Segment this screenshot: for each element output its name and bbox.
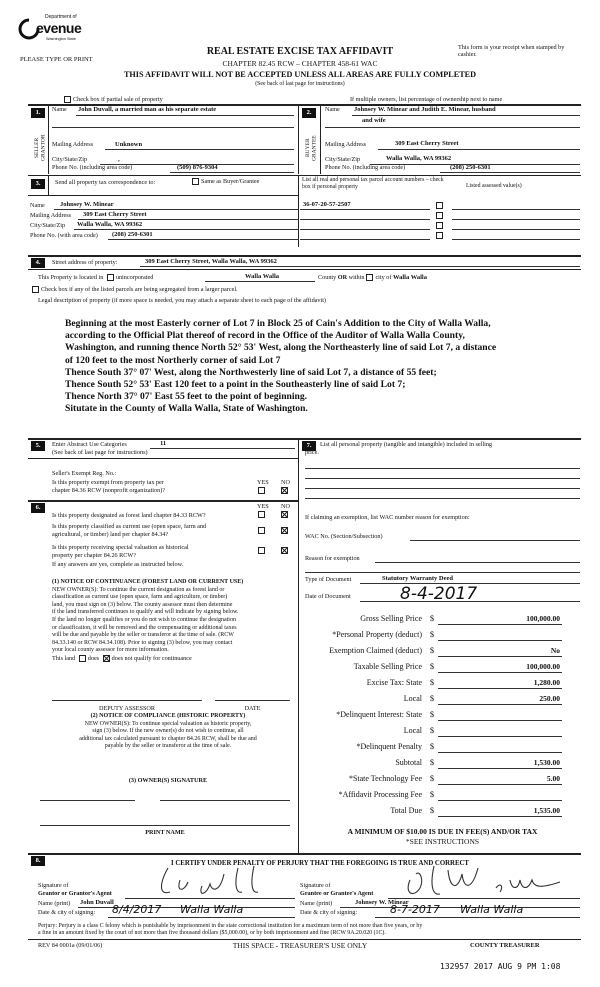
- notice1-line: or classification, it will be removed and the compensating or additional taxes: [52, 624, 237, 631]
- legal-line: Thence South 37° 07' West, along the Northwesterly line of said Lot 7, a distance of 55 feet;: [65, 366, 437, 378]
- amount-row: *Delinquent Penalty $: [300, 742, 590, 756]
- minimum-fee-note: A MINIMUM OF $10.00 IS DUE IN FEE(S) AND/OR TAX: [347, 827, 538, 836]
- seller-phone-label: Phone No. (including area code): [52, 164, 133, 171]
- seller-mailing: Unknown: [115, 141, 143, 148]
- section-7-number: 7.: [302, 441, 316, 451]
- notice1-line: classification as current use (open space, farm and agriculture, or timber): [52, 594, 228, 601]
- grantee-signature: [400, 860, 570, 904]
- parcel-personal-checkbox-2[interactable]: [436, 212, 443, 219]
- current-use-yes-checkbox[interactable]: [258, 527, 265, 534]
- notice1-line: land, you must sign on (3) below. The county assessor must then determine: [52, 601, 233, 608]
- current-use-no-checkbox[interactable]: [281, 527, 288, 534]
- does-label: does: [87, 655, 100, 662]
- seller-city: ,: [118, 156, 120, 163]
- section-3-number: 3.: [31, 179, 45, 189]
- amount-row: Local $: [300, 726, 590, 740]
- logo-line1: Department of: [45, 14, 77, 20]
- wac-claim-label: If claiming an exemption, list WAC number reason for exemption:: [305, 514, 470, 521]
- county-word: County: [318, 274, 337, 281]
- exempt-q1: Is this property exempt from property tax per: [52, 479, 164, 486]
- continuance-row: [52, 655, 192, 662]
- within-word: within: [348, 274, 365, 281]
- same-as-buyer-checkbox[interactable]: [192, 178, 199, 185]
- notice1-line: If the land no longer qualifies or you do not wish to continue the designation: [52, 617, 236, 624]
- grantor-sig-label-1: Signature of: [38, 882, 69, 889]
- grantor-signing-city: Walla Walla: [180, 903, 244, 916]
- does-not-label: does not qualify for continuance: [111, 655, 192, 662]
- buyer-phone: (208) 250-6301: [450, 164, 491, 171]
- grantor-agent-label: Grantor or Grantor's Agent: [38, 890, 112, 897]
- amount-row: Exemption Claimed (deduct) $ No: [329, 646, 560, 655]
- buyer-name-label: Name: [325, 106, 340, 113]
- revenue-logo: [18, 14, 98, 46]
- s5-no: NO: [281, 479, 290, 486]
- forest-no-checkbox[interactable]: [281, 511, 288, 518]
- grantee-date-label: Date & city of signing:: [300, 909, 358, 916]
- grantor-name-print: John Duvall: [80, 899, 114, 906]
- county-or-row: [318, 274, 427, 282]
- amount-row: *Personal Property (deduct) $: [300, 630, 590, 644]
- exempt-yes-checkbox[interactable]: [258, 487, 265, 494]
- see-back-note: (See back of last page for instructions): [255, 81, 345, 87]
- grantee-name-print: Johnsey W. Minear: [355, 899, 409, 906]
- buyer-city: Walla Walla, WA 99362: [386, 155, 452, 162]
- unincorporated-label: unincorporated: [115, 274, 154, 281]
- property-county: Walla Walla: [245, 273, 280, 280]
- amount-row: Taxable Selling Price $ 100,000.00: [353, 662, 560, 671]
- grantee-agent-label: Grantee or Grantee's Agent: [300, 890, 374, 897]
- s6-yes: YES: [257, 503, 269, 510]
- grantor-signing-date: 8/4/2017: [112, 903, 162, 916]
- s6-no: NO: [281, 503, 290, 510]
- deputy-assessor-label: DEPUTY ASSESSOR: [99, 705, 155, 712]
- notice2-line: (2) NOTICE OF COMPLIANCE (HISTORIC PROPERTY): [90, 713, 246, 719]
- legal-line: Thence South 52° 53' East 120 feet to a point in the Southeasterly line of said Lot 7;: [65, 378, 406, 390]
- s3-mailing-label: Mailing Address: [30, 212, 72, 219]
- s3-phone: (208) 250-6301: [112, 231, 153, 238]
- partial-sale-label: Check box if partial sale of property: [73, 96, 163, 103]
- exemption-reason-label: Reason for exemption: [305, 555, 360, 562]
- grantor-name-label: Name (print): [38, 900, 71, 907]
- grantor-signature: [150, 862, 280, 902]
- notice1-line: your local county assessor for more information.: [52, 647, 169, 654]
- print-name-label: PRINT NAME: [145, 829, 185, 836]
- perjury-line: Perjury: Perjury is a class C felony which is punishable by imprisonment in the state correctional institution for a maximum term of not more than five years, or by: [38, 923, 423, 929]
- form-warning: THIS AFFIDAVIT WILL NOT BE ACCEPTED UNLESS ALL AREAS ARE FULLY COMPLETED: [123, 70, 477, 79]
- buyer-name-line1: Johnsey W. Minear and Judith E. Minear, husband: [354, 106, 496, 113]
- segregated-checkbox[interactable]: [32, 286, 39, 293]
- amount-row: Gross Selling Price $ 100,000.00: [360, 614, 560, 623]
- section-6-number: 6.: [31, 503, 45, 513]
- seller-phone: (509) 876-9304: [177, 164, 218, 171]
- current-use-question-2: agricultural, or timber) land per chapter 84.34?: [52, 531, 169, 538]
- notice2-line: sign (3) below. If the new owner(s) do not wish to continue, all: [92, 728, 244, 735]
- legal-description-label: Legal description of property (if more space is needed, you may attach a separate sheet to each page of the affidavit): [38, 297, 326, 304]
- parcel-number: 36-07-20-57-2507: [303, 201, 351, 208]
- notice-of-continuance: [52, 579, 296, 655]
- parcel-personal-checkbox-4[interactable]: [436, 232, 443, 239]
- certify-statement: I CERTIFY UNDER PENALTY OF PERJURY THAT THE FOREGOING IS TRUE AND CORRECT: [171, 860, 469, 867]
- county-treasurer-label: COUNTY TREASURER: [470, 942, 540, 949]
- section3-label: Send all property tax correspondence to:: [55, 179, 156, 186]
- personal-property-label-2: price.: [305, 449, 319, 456]
- treasurer-stamp: 132957 2017 AUG 9 PM 1:08: [440, 962, 561, 971]
- seller-side-label: SELLER GRANTOR: [34, 134, 47, 162]
- notice2-line: payable by the seller or transferor at the time of sale.: [104, 743, 232, 750]
- partial-sale-row: [62, 96, 163, 103]
- perjury-line: a fine in an amount fixed by the court of not more than five thousand dollars ($5,000.00), or by both imprisonment and fine (RCW 9A.20.020 (1C).: [38, 930, 386, 937]
- notice1-line: if the land transferred continues to qualify and will indicate by signing below.: [52, 609, 239, 616]
- if-yes-note: If any answers are yes, complete as instructed below.: [52, 561, 184, 568]
- legal-description: [65, 318, 585, 415]
- exempt-q2: chapter 84.36 RCW (nonprofit organization)?: [52, 487, 166, 494]
- amount-row: Excise Tax: State $ 1,280.00: [366, 678, 560, 687]
- unincorporated-checkbox[interactable]: [107, 274, 114, 281]
- receipt-note: This form is your receipt when stamped by cashier.: [458, 44, 565, 59]
- seller-name: John Duvall, a married man as his separate estate: [78, 106, 217, 113]
- deputy-date-label: DATE: [244, 705, 261, 712]
- notice2-line: additional tax calculated pursuant to chapter 84.26 RCW, shall be due and: [79, 735, 257, 742]
- wac-number-label: WAC No. (Section/Subsection): [305, 533, 383, 540]
- s3-city-label: City/State/Zip: [30, 222, 66, 229]
- property-city-of: Walla Walla: [392, 274, 427, 281]
- form-chapter: CHAPTER 82.45 RCW – CHAPTER 458-61 WAC: [222, 59, 378, 68]
- notice-of-compliance: [40, 713, 296, 751]
- form-number: REV 84 0001a (09/01/06): [38, 942, 103, 949]
- historic-yes-checkbox[interactable]: [258, 547, 265, 554]
- notice1-line: NEW OWNER(S): To continue the current designation as forest land or: [52, 586, 225, 593]
- parcel-personal-checkbox-3[interactable]: [436, 222, 443, 229]
- parcel-personal-checkbox-1[interactable]: [436, 202, 443, 209]
- does-qualify-checkbox[interactable]: [79, 655, 86, 662]
- legal-line: Thence North 37° 07' East 55 feet to the point of beginning.: [65, 391, 308, 403]
- grantee-name-label: Name (print): [300, 900, 333, 907]
- same-as-buyer-row: [190, 178, 259, 185]
- abstract-use-label: Enter Abstract Use Categories: [52, 441, 127, 448]
- amount-row: *Delinquent Interest: State $: [300, 710, 590, 724]
- logo-line3: Washington State: [46, 37, 76, 41]
- exempt-reg-label: Seller's Exempt Reg. No.:: [52, 470, 117, 477]
- see-instructions-note: *SEE INSTRUCTIONS: [405, 837, 480, 846]
- section-2-number: 2.: [302, 108, 316, 118]
- seller-name-label: Name: [52, 106, 67, 113]
- legal-line: Washington, and running thence North 52° 53' West, along the Northeasterly line of said Lot 7, a distance: [65, 342, 497, 354]
- current-use-question-1: Is this property classified as current use (open space, farm and: [52, 523, 207, 530]
- personal-property-label: List all personal property (tangible and intangible) included in selling: [320, 441, 493, 448]
- grantee-signing-date: 8-7-2017: [390, 903, 440, 916]
- grantor-date-label: Date & city of signing:: [38, 909, 96, 916]
- or-word: OR: [337, 274, 348, 281]
- section-8-number: 8.: [31, 856, 45, 866]
- logo-word: evenue: [36, 20, 82, 36]
- seller-city-label: City/State/Zip: [52, 156, 88, 163]
- same-as-buyer-label: Same as Buyer/Grantee: [201, 178, 260, 185]
- parcel-list-label: List all real and personal tax parcel account numbers – check box if personal property: [302, 177, 444, 190]
- perjury-notice: [38, 923, 583, 938]
- s3-name: Johnsey W. Minear: [60, 201, 114, 208]
- buyer-name-line2: and wife: [362, 117, 386, 124]
- grantee-signing-city: Walla Walla: [460, 903, 524, 916]
- buyer-mailing-label: Mailing Address: [325, 141, 367, 148]
- city-of-checkbox[interactable]: [366, 274, 373, 281]
- buyer-city-label: City/State/Zip: [325, 156, 361, 163]
- section-5-number: 5.: [31, 441, 45, 451]
- historic-question-2: property per chapter 84.26 RCW?: [52, 552, 137, 559]
- owner-signature-label: (3) OWNER(S) SIGNATURE: [128, 777, 208, 784]
- multiple-owners-note: If multiple owners, list percentage of ownership next to name: [350, 96, 503, 103]
- buyer-side-label: BUYER GRANTEE: [305, 135, 318, 161]
- document-type: Statutory Warranty Deed: [382, 575, 454, 582]
- amount-row: Local $ 250.00: [403, 694, 560, 703]
- legal-line: according to the Official Plat thereof of record in the Office of the Auditor of Walla Walla County,: [65, 330, 465, 342]
- segregated-row: [30, 286, 238, 293]
- historic-no-checkbox[interactable]: [281, 547, 288, 554]
- s3-phone-label: Phone No. (with area code): [30, 232, 98, 239]
- grantee-sig-label-1: Signature of: [300, 882, 331, 889]
- notice1-line: (1) NOTICE OF CONTINUANCE (FOREST LAND OR CURRENT USE): [52, 579, 244, 585]
- document-date-label: Date of Document: [305, 593, 351, 600]
- seller-mailing-label: Mailing Address: [52, 141, 94, 148]
- notice1-line: will be due and payable by the seller or transferor at the time of sale. (RCW: [52, 632, 234, 639]
- section-4-number: 4.: [31, 258, 45, 268]
- located-label: This Property is located in: [38, 274, 104, 281]
- buyer-mailing: 309 East Cherry Street: [395, 140, 459, 147]
- exempt-no-checkbox[interactable]: [281, 487, 288, 494]
- amount-row: *State Technology Fee $ 5.00: [348, 774, 560, 783]
- s3-name-label: Name: [30, 202, 45, 209]
- s5-see-back: (See back of last page for instructions): [52, 449, 148, 456]
- abstract-use-value: 11: [160, 440, 167, 447]
- s3-mailing: 309 East Cherry Street: [83, 211, 147, 218]
- s3-city: Walla Walla, WA 99362: [77, 221, 143, 228]
- section-1-number: 1.: [31, 108, 45, 118]
- amount-row: *Affidavit Processing Fee $: [300, 790, 590, 804]
- forest-question: Is this property designated as forest land chapter 84.33 RCW?: [52, 512, 206, 519]
- amount-row: Total Due $ 1,535.00: [390, 806, 560, 815]
- notice1-line: 84.33.140 or RCW 84.34.108). Prior to signing (3) below, you may contact: [52, 639, 233, 646]
- legal-line: of 120 feet to the most Northerly corner of said Lot 7: [65, 354, 281, 366]
- s5-yes: YES: [257, 479, 269, 486]
- legal-line: Situtate in the County of Walla Walla, State of Washington.: [65, 403, 308, 415]
- property-street: 309 East Cherry Street, Walla Walla, WA 99362: [145, 258, 277, 265]
- legal-line: Beginning at the most Easterly corner of Lot 7 in Block 25 of Cain's Addition to the City of Walla Walla,: [65, 318, 491, 329]
- type-or-print: PLEASE TYPE OR PRINT: [20, 56, 93, 63]
- treasurer-use-label: THIS SPACE - TREASURER'S USE ONLY: [232, 941, 368, 950]
- document-type-label: Type of Document: [305, 576, 352, 583]
- amount-row: Subtotal $ 1,530.00: [395, 758, 560, 767]
- this-land-label: This land: [52, 655, 76, 662]
- buyer-phone-label: Phone No. (including area code): [325, 164, 406, 171]
- city-of-word: city of: [375, 274, 392, 281]
- located-row: [38, 274, 153, 281]
- street-label: Street address of property:: [52, 259, 118, 266]
- does-not-qualify-checkbox[interactable]: [103, 655, 110, 662]
- form-title: REAL ESTATE EXCISE TAX AFFIDAVIT: [206, 46, 394, 57]
- notice2-line: NEW OWNER(S): To continue special valuation as historic property,: [84, 720, 252, 727]
- assessed-values-label: Listed assessed value(s): [466, 183, 522, 189]
- partial-sale-checkbox[interactable]: [64, 96, 71, 103]
- document-date: 8-4-2017: [400, 584, 478, 604]
- segregated-label: Check box if any of the listed parcels are being segregated from a larger parcel.: [41, 286, 238, 293]
- historic-question-1: Is this property receiving special valuation as historical: [52, 544, 189, 551]
- forest-yes-checkbox[interactable]: [258, 511, 265, 518]
